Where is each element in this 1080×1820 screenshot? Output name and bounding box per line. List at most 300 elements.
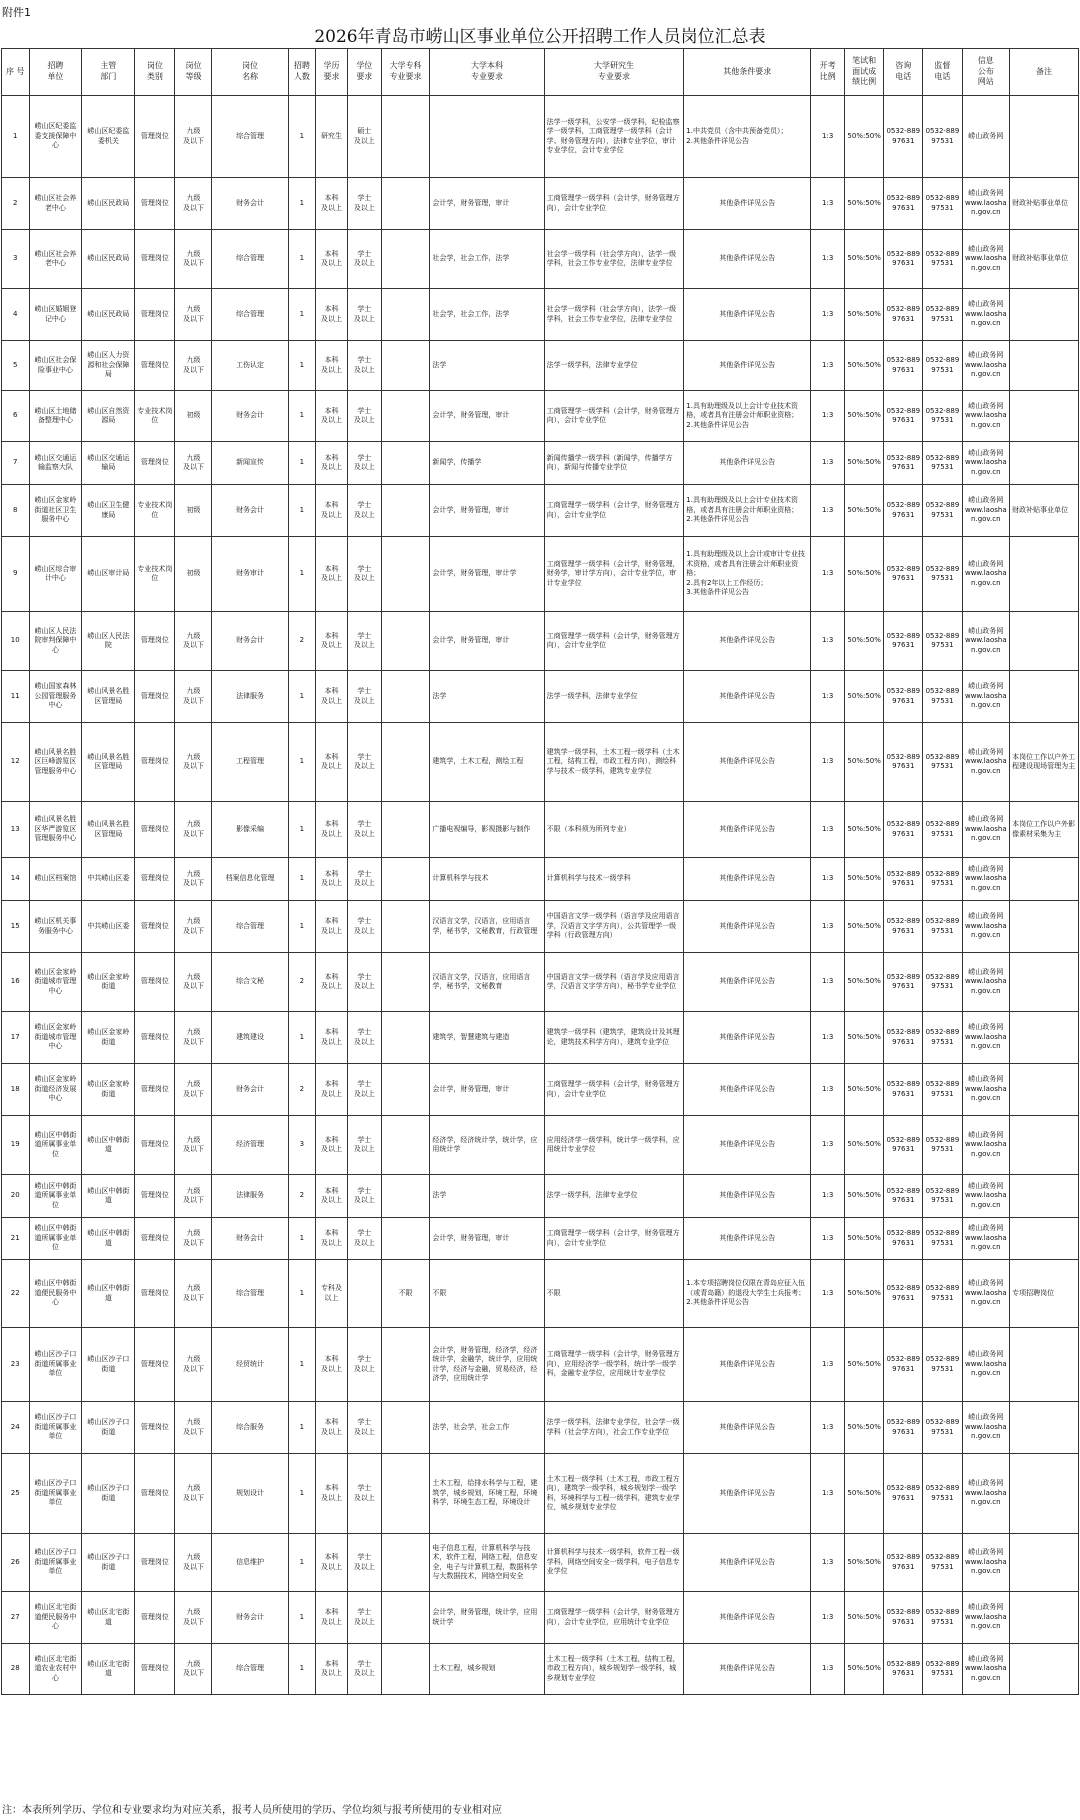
cell-degree: 学士 及以上 (347, 1402, 381, 1454)
cell-ratio: 1:3 (811, 289, 845, 341)
cell-degree: 学士 及以上 (347, 802, 381, 858)
cell-education: 本科 及以上 (316, 1402, 348, 1454)
cell-count: 1 (288, 1328, 316, 1402)
cell-education: 本科 及以上 (316, 901, 348, 953)
cell-remarks (1010, 1328, 1079, 1402)
cell-bachelor-major: 会计学，财务管理，审计 (430, 485, 544, 537)
cell-index: 16 (2, 953, 30, 1012)
cell-count: 1 (288, 341, 316, 391)
cell-supervise-phone: 0532-88997531 (923, 537, 962, 612)
cell-graduate-major: 工商管理学一级学科（会计学，财务管理方向），会计专业学位 (544, 1064, 684, 1116)
cell-post: 信息维护 (212, 1534, 288, 1592)
cell-education: 本科 及以上 (316, 671, 348, 723)
cell-college-major (381, 1644, 430, 1695)
cell-supervise-phone: 0532-88997531 (923, 723, 962, 802)
col-header-education: 学历 要求 (316, 49, 348, 96)
cell-score-ratio: 50%:50% (845, 953, 884, 1012)
cell-count: 1 (288, 671, 316, 723)
cell-department: 崂山区北宅街道 (82, 1644, 135, 1695)
cell-ratio: 1:3 (811, 1592, 845, 1644)
cell-unit: 崂山区北宅街道农业农村中心 (29, 1644, 82, 1695)
cell-consult-phone: 0532-88997631 (884, 1402, 923, 1454)
cell-department: 崂山风景名胜区管理局 (82, 802, 135, 858)
cell-department: 崂山区中韩街道 (82, 1175, 135, 1218)
cell-post: 综合管理 (212, 96, 288, 178)
cell-other: 其他条件详见公告 (684, 442, 811, 485)
cell-graduate-major: 工商管理学一级学科（会计学，财务管理方向），会计专业学位，应用统计专业学位 (544, 1592, 684, 1644)
cell-bachelor-major: 会计学，财务管理，统计学，应用统计学 (430, 1592, 544, 1644)
table-row (2, 1175, 1079, 1218)
table-row (2, 612, 1079, 671)
cell-degree: 学士 及以上 (347, 1328, 381, 1402)
cell-bachelor-major: 法学 (430, 671, 544, 723)
cell-consult-phone: 0532-88997631 (884, 178, 923, 230)
cell-count: 1 (288, 537, 316, 612)
cell-ratio: 1:3 (811, 1328, 845, 1402)
cell-post: 综合管理 (212, 901, 288, 953)
cell-unit: 崂山区综合审计中心 (29, 537, 82, 612)
cell-category: 管理岗位 (135, 671, 175, 723)
cell-count: 1 (288, 1012, 316, 1064)
cell-index: 27 (2, 1592, 30, 1644)
table-row (2, 671, 1079, 723)
cell-college-major (381, 1175, 430, 1218)
cell-education: 本科 及以上 (316, 442, 348, 485)
cell-education: 本科 及以上 (316, 1454, 348, 1534)
cell-graduate-major: 建筑学一级学科，土木工程一级学科（土木工程，结构工程，市政工程方向），测绘科学与技术一级学科，建筑专业学位 (544, 723, 684, 802)
cell-category: 管理岗位 (135, 1592, 175, 1644)
cell-category: 管理岗位 (135, 1218, 175, 1260)
cell-unit: 崂山区中韩街道所属事业单位 (29, 1175, 82, 1218)
cell-degree: 学士 及以上 (347, 1454, 381, 1534)
cell-consult-phone: 0532-88997631 (884, 1454, 923, 1534)
cell-remarks: 本岗位工作以户外影像素材采集为主 (1010, 802, 1079, 858)
cell-graduate-major: 工商管理学一级学科（会计学，财务管理方向），会计专业学位 (544, 178, 684, 230)
cell-bachelor-major: 会计学，财务管理，经济学，经济统计学，金融学，统计学，应用统计学，经济与金融，贸易经济，经济学，应用统计学 (430, 1328, 544, 1402)
cell-index: 4 (2, 289, 30, 341)
cell-unit: 崂山区沙子口街道所属事业单位 (29, 1454, 82, 1534)
table-row (2, 1534, 1079, 1592)
cell-consult-phone: 0532-88997631 (884, 230, 923, 289)
cell-other: 其他条件详见公告 (684, 858, 811, 901)
cell-education: 本科 及以上 (316, 1218, 348, 1260)
cell-supervise-phone: 0532-88997531 (923, 1064, 962, 1116)
cell-score-ratio: 50%:50% (845, 1644, 884, 1695)
cell-index: 20 (2, 1175, 30, 1218)
cell-graduate-major: 工商管理学一级学科（会计学，财务管理方向），应用经济学一级学科，统计学一级学科，金融专业学位，应用统计专业学位 (544, 1328, 684, 1402)
cell-score-ratio: 50%:50% (845, 391, 884, 442)
cell-degree: 学士 及以上 (347, 1012, 381, 1064)
cell-department: 崂山区民政局 (82, 178, 135, 230)
cell-graduate-major: 法学一级学科，公安学一级学科，纪检监察学一级学科，工商管理学一级学科（会计学、财务管理方向），法律专业学位，审计专业学位，会计专业学位 (544, 96, 684, 178)
cell-unit: 崂山区人民法院审判保障中心 (29, 612, 82, 671)
cell-remarks (1010, 1175, 1079, 1218)
cell-level: 九级 及以下 (175, 1534, 212, 1592)
cell-other: 其他条件详见公告 (684, 723, 811, 802)
cell-other: 其他条件详见公告 (684, 1534, 811, 1592)
cell-consult-phone: 0532-88997631 (884, 96, 923, 178)
cell-score-ratio: 50%:50% (845, 671, 884, 723)
cell-college-major (381, 671, 430, 723)
cell-consult-phone: 0532-88997631 (884, 442, 923, 485)
cell-education: 本科 及以上 (316, 723, 348, 802)
cell-department: 崂山区交通运输局 (82, 442, 135, 485)
cell-graduate-major: 土木工程一级学科（土木工程，结构工程，市政工程方向），城乡规划学一级学科，城乡规划专业学位 (544, 1644, 684, 1695)
cell-website: 崂山政务网 www.laoshan.gov.cn (962, 537, 1010, 612)
cell-remarks (1010, 858, 1079, 901)
cell-website: 崂山政务网 www.laoshan.gov.cn (962, 289, 1010, 341)
cell-ratio: 1:3 (811, 537, 845, 612)
cell-supervise-phone: 0532-88997531 (923, 485, 962, 537)
cell-count: 1 (288, 1534, 316, 1592)
cell-level: 九级 及以下 (175, 230, 212, 289)
cell-website: 崂山政务网 www.laoshan.gov.cn (962, 953, 1010, 1012)
cell-degree: 学士 及以上 (347, 1644, 381, 1695)
cell-category: 管理岗位 (135, 178, 175, 230)
cell-remarks (1010, 1116, 1079, 1175)
cell-department: 崂山区人民法院 (82, 612, 135, 671)
cell-unit: 崂山区沙子口街道所属事业单位 (29, 1328, 82, 1402)
cell-education: 本科 及以上 (316, 1116, 348, 1175)
cell-education: 本科 及以上 (316, 230, 348, 289)
cell-other: 其他条件详见公告 (684, 1644, 811, 1695)
cell-level: 九级 及以下 (175, 178, 212, 230)
cell-supervise-phone: 0532-88997531 (923, 858, 962, 901)
cell-graduate-major: 中国语言文学一级学科（语言学及应用语言学，汉语言文字学方向），秘书学专业学位 (544, 953, 684, 1012)
cell-score-ratio: 50%:50% (845, 341, 884, 391)
cell-unit: 崂山区交通运输监察大队 (29, 442, 82, 485)
cell-category: 管理岗位 (135, 723, 175, 802)
table-row (2, 341, 1079, 391)
cell-score-ratio: 50%:50% (845, 723, 884, 802)
cell-department: 崂山区人力资源和社会保障局 (82, 341, 135, 391)
table-row (2, 723, 1079, 802)
cell-count: 1 (288, 391, 316, 442)
cell-index: 3 (2, 230, 30, 289)
col-header-department: 主管 部门 (82, 49, 135, 96)
table-row (2, 1260, 1079, 1328)
cell-count: 3 (288, 1116, 316, 1175)
cell-college-major (381, 1592, 430, 1644)
cell-supervise-phone: 0532-88997531 (923, 1592, 962, 1644)
cell-other: 1.具有助理级及以上会计或审计专业技术资格，或者具有注册会计师职业资格； 2.具有2年以上工作经历； 3.其他条件详见公告 (684, 537, 811, 612)
cell-post: 综合管理 (212, 1644, 288, 1695)
cell-graduate-major: 社会学一级学科（社会学方向），法学一级学科，社会工作专业学位，法律专业学位 (544, 289, 684, 341)
cell-department: 崂山区金家岭街道 (82, 1064, 135, 1116)
cell-level: 九级 及以下 (175, 96, 212, 178)
table-row (2, 230, 1079, 289)
cell-bachelor-major: 会计学，财务管理，审计 (430, 612, 544, 671)
cell-index: 18 (2, 1064, 30, 1116)
cell-consult-phone: 0532-88997631 (884, 1260, 923, 1328)
cell-level: 九级 及以下 (175, 289, 212, 341)
cell-other: 其他条件详见公告 (684, 341, 811, 391)
cell-level: 九级 及以下 (175, 442, 212, 485)
cell-ratio: 1:3 (811, 901, 845, 953)
cell-index: 25 (2, 1454, 30, 1534)
cell-college-major (381, 723, 430, 802)
cell-bachelor-major: 汉语言文学，汉语言，应用语言学，秘书学，文秘教育，行政管理 (430, 901, 544, 953)
cell-college-major (381, 230, 430, 289)
cell-level: 九级 及以下 (175, 1116, 212, 1175)
cell-degree: 学士 及以上 (347, 1175, 381, 1218)
cell-supervise-phone: 0532-88997531 (923, 442, 962, 485)
cell-score-ratio: 50%:50% (845, 1534, 884, 1592)
cell-level: 九级 及以下 (175, 723, 212, 802)
cell-consult-phone: 0532-88997631 (884, 1175, 923, 1218)
cell-remarks: 财政补贴事业单位 (1010, 230, 1079, 289)
col-header-consult-phone: 咨询 电话 (884, 49, 923, 96)
cell-department: 崂山区卫生健康局 (82, 485, 135, 537)
cell-supervise-phone: 0532-88997531 (923, 1116, 962, 1175)
cell-level: 九级 及以下 (175, 1175, 212, 1218)
cell-supervise-phone: 0532-88997531 (923, 1175, 962, 1218)
cell-bachelor-major: 经济学，经济统计学，统计学，应用统计学 (430, 1116, 544, 1175)
cell-website: 崂山政务网 www.laoshan.gov.cn (962, 802, 1010, 858)
cell-bachelor-major: 电子信息工程，计算机科学与技术，软件工程，网络工程，信息安全，电子与计算机工程，数据科学与大数据技术，网络空间安全 (430, 1534, 544, 1592)
cell-consult-phone: 0532-88997631 (884, 858, 923, 901)
cell-graduate-major: 建筑学一级学科（建筑学，建筑设计及其理论，建筑技术科学方向），建筑专业学位 (544, 1012, 684, 1064)
cell-supervise-phone: 0532-88997531 (923, 953, 962, 1012)
cell-bachelor-major: 法学，社会学，社会工作 (430, 1402, 544, 1454)
cell-count: 1 (288, 858, 316, 901)
cell-other: 其他条件详见公告 (684, 1592, 811, 1644)
cell-count: 1 (288, 442, 316, 485)
cell-bachelor-major: 计算机科学与技术 (430, 858, 544, 901)
col-header-remarks: 备注 (1010, 49, 1079, 96)
cell-score-ratio: 50%:50% (845, 1012, 884, 1064)
cell-website: 崂山政务网 www.laoshan.gov.cn (962, 1644, 1010, 1695)
cell-remarks (1010, 1012, 1079, 1064)
cell-category: 管理岗位 (135, 858, 175, 901)
cell-website: 崂山政务网 www.laoshan.gov.cn (962, 1534, 1010, 1592)
cell-bachelor-major: 社会学，社会工作，法学 (430, 289, 544, 341)
cell-college-major (381, 953, 430, 1012)
cell-education: 本科 及以上 (316, 1328, 348, 1402)
cell-bachelor-major: 广播电视编导，影视摄影与制作 (430, 802, 544, 858)
cell-ratio: 1:3 (811, 1644, 845, 1695)
cell-remarks (1010, 671, 1079, 723)
cell-remarks (1010, 953, 1079, 1012)
cell-degree: 学士 及以上 (347, 391, 381, 442)
col-header-unit: 招聘 单位 (29, 49, 82, 96)
cell-count: 1 (288, 1454, 316, 1534)
cell-score-ratio: 50%:50% (845, 485, 884, 537)
table-row (2, 96, 1079, 178)
cell-remarks (1010, 1064, 1079, 1116)
cell-ratio: 1:3 (811, 671, 845, 723)
page-title: 2026年青岛市崂山区事业单位公开招聘工作人员岗位汇总表 (314, 27, 766, 47)
table-row (2, 1402, 1079, 1454)
cell-education: 专科及 以上 (316, 1260, 348, 1328)
cell-score-ratio: 50%:50% (845, 537, 884, 612)
cell-count: 1 (288, 96, 316, 178)
cell-consult-phone: 0532-88997631 (884, 341, 923, 391)
cell-score-ratio: 50%:50% (845, 1116, 884, 1175)
cell-education: 本科 及以上 (316, 953, 348, 1012)
cell-remarks (1010, 537, 1079, 612)
cell-score-ratio: 50%:50% (845, 612, 884, 671)
cell-other: 其他条件详见公告 (684, 901, 811, 953)
cell-education: 本科 及以上 (316, 802, 348, 858)
table-row (2, 1012, 1079, 1064)
table-header-row (2, 49, 1079, 96)
table-row (2, 1116, 1079, 1175)
table-row (2, 178, 1079, 230)
cell-post: 新闻宣传 (212, 442, 288, 485)
cell-ratio: 1:3 (811, 953, 845, 1012)
cell-college-major (381, 901, 430, 953)
cell-index: 12 (2, 723, 30, 802)
cell-other: 其他条件详见公告 (684, 1218, 811, 1260)
cell-score-ratio: 50%:50% (845, 1402, 884, 1454)
cell-college-major (381, 391, 430, 442)
cell-post: 影像采编 (212, 802, 288, 858)
cell-college-major: 不限 (381, 1260, 430, 1328)
cell-other: 其他条件详见公告 (684, 802, 811, 858)
cell-consult-phone: 0532-88997631 (884, 1592, 923, 1644)
cell-level: 九级 及以下 (175, 1402, 212, 1454)
cell-remarks (1010, 901, 1079, 953)
cell-level: 初级 (175, 485, 212, 537)
cell-website: 崂山政务网 www.laoshan.gov.cn (962, 1454, 1010, 1534)
cell-bachelor-major: 社会学，社会工作，法学 (430, 230, 544, 289)
cell-graduate-major: 法学一级学科，法律专业学位，社会学一级学科（社会学方向），社会工作专业学位 (544, 1402, 684, 1454)
cell-score-ratio: 50%:50% (845, 858, 884, 901)
cell-remarks (1010, 612, 1079, 671)
cell-college-major (381, 442, 430, 485)
cell-ratio: 1:3 (811, 178, 845, 230)
cell-education: 本科 及以上 (316, 537, 348, 612)
cell-score-ratio: 50%:50% (845, 1064, 884, 1116)
table-row (2, 1644, 1079, 1695)
cell-degree: 学士 及以上 (347, 230, 381, 289)
cell-count: 1 (288, 1218, 316, 1260)
cell-graduate-major: 不限（本科须为所列专业） (544, 802, 684, 858)
cell-degree: 学士 及以上 (347, 901, 381, 953)
cell-college-major (381, 858, 430, 901)
cell-unit: 崂山区社会养老中心 (29, 178, 82, 230)
cell-website: 崂山政务网 www.laoshan.gov.cn (962, 1175, 1010, 1218)
cell-education: 研究生 (316, 96, 348, 178)
cell-index: 15 (2, 901, 30, 953)
cell-graduate-major: 法学一级学科，法律专业学位 (544, 341, 684, 391)
cell-department: 崂山区纪委监委机关 (82, 96, 135, 178)
cell-education: 本科 及以上 (316, 1592, 348, 1644)
cell-score-ratio: 50%:50% (845, 901, 884, 953)
cell-ratio: 1:3 (811, 230, 845, 289)
cell-consult-phone: 0532-88997631 (884, 1012, 923, 1064)
cell-consult-phone: 0532-88997631 (884, 1064, 923, 1116)
col-header-supervise-phone: 监督 电话 (923, 49, 962, 96)
cell-website: 崂山政务网 www.laoshan.gov.cn (962, 230, 1010, 289)
cell-unit: 崂山区金家岭街道城市管理中心 (29, 953, 82, 1012)
cell-consult-phone: 0532-88997631 (884, 289, 923, 341)
cell-college-major (381, 612, 430, 671)
cell-graduate-major: 计算机科学与技术一级学科 (544, 858, 684, 901)
cell-post: 财务会计 (212, 178, 288, 230)
cell-bachelor-major: 不限 (430, 1260, 544, 1328)
cell-category: 管理岗位 (135, 1064, 175, 1116)
cell-website: 崂山政务网 www.laoshan.gov.cn (962, 1116, 1010, 1175)
cell-website: 崂山政务网 www.laoshan.gov.cn (962, 442, 1010, 485)
cell-category: 管理岗位 (135, 1644, 175, 1695)
cell-count: 1 (288, 1260, 316, 1328)
cell-unit: 崂山区北宅街道便民服务中心 (29, 1592, 82, 1644)
cell-score-ratio: 50%:50% (845, 802, 884, 858)
cell-ratio: 1:3 (811, 723, 845, 802)
cell-ratio: 1:3 (811, 802, 845, 858)
cell-consult-phone: 0532-88997631 (884, 612, 923, 671)
cell-bachelor-major: 会计学，财务管理，审计 (430, 1064, 544, 1116)
cell-degree: 学士 及以上 (347, 537, 381, 612)
cell-unit: 崂山区中韩街道所属事业单位 (29, 1116, 82, 1175)
cell-bachelor-major: 土木工程，城乡规划 (430, 1644, 544, 1695)
cell-college-major (381, 1012, 430, 1064)
cell-index: 19 (2, 1116, 30, 1175)
footnote: 注：本表所列学历、学位和专业要求均为对应关系，报考人员所使用的学历、学位均须与报考所使用的专业相对应 (2, 1805, 502, 1816)
cell-category: 管理岗位 (135, 230, 175, 289)
cell-remarks (1010, 1218, 1079, 1260)
cell-remarks (1010, 96, 1079, 178)
cell-college-major (381, 1454, 430, 1534)
cell-post: 财务会计 (212, 1592, 288, 1644)
cell-bachelor-major (430, 96, 544, 178)
cell-category: 管理岗位 (135, 341, 175, 391)
col-header-website: 信息 公布 网站 (962, 49, 1010, 96)
cell-unit: 崂山区社会保险事业中心 (29, 341, 82, 391)
table-row (2, 858, 1079, 901)
table-row (2, 537, 1079, 612)
cell-remarks (1010, 341, 1079, 391)
cell-degree: 学士 及以上 (347, 485, 381, 537)
cell-index: 28 (2, 1644, 30, 1695)
cell-graduate-major: 工商管理学一级学科（会计学，财务管理，财务学，审计学方向），会计专业学位，审计专业学位 (544, 537, 684, 612)
cell-level: 九级 及以下 (175, 1260, 212, 1328)
cell-ratio: 1:3 (811, 1116, 845, 1175)
cell-graduate-major: 中国语言文学一级学科（语言学及应用语言学，汉语言文字学方向），公共管理学一级学科（行政管理方向） (544, 901, 684, 953)
cell-unit: 崂山区金家岭街道经济发展中心 (29, 1064, 82, 1116)
cell-unit: 崂山区机关事务服务中心 (29, 901, 82, 953)
col-header-level: 岗位 等级 (175, 49, 212, 96)
cell-college-major (381, 341, 430, 391)
cell-count: 1 (288, 802, 316, 858)
cell-bachelor-major: 法学 (430, 1175, 544, 1218)
cell-bachelor-major: 汉语言文学，汉语言，应用语言学，秘书学，文秘教育 (430, 953, 544, 1012)
cell-website: 崂山政务网 www.laoshan.gov.cn (962, 1592, 1010, 1644)
cell-score-ratio: 50%:50% (845, 1328, 884, 1402)
cell-education: 本科 及以上 (316, 858, 348, 901)
cell-education: 本科 及以上 (316, 612, 348, 671)
cell-college-major (381, 485, 430, 537)
cell-ratio: 1:3 (811, 1454, 845, 1534)
table-row (2, 1592, 1079, 1644)
cell-post: 财务会计 (212, 612, 288, 671)
cell-bachelor-major: 新闻学，传播学 (430, 442, 544, 485)
cell-post: 经济管理 (212, 1116, 288, 1175)
cell-department: 崂山风景名胜区管理局 (82, 723, 135, 802)
cell-college-major (381, 1402, 430, 1454)
cell-consult-phone: 0532-88997631 (884, 537, 923, 612)
cell-consult-phone: 0532-88997631 (884, 802, 923, 858)
cell-department: 崂山区民政局 (82, 230, 135, 289)
cell-unit: 崂山风景名胜区华严游览区管理服务中心 (29, 802, 82, 858)
cell-supervise-phone: 0532-88997531 (923, 802, 962, 858)
cell-category: 管理岗位 (135, 802, 175, 858)
cell-supervise-phone: 0532-88997531 (923, 1534, 962, 1592)
cell-bachelor-major: 会计学，财务管理，审计 (430, 391, 544, 442)
cell-department: 崂山区审计局 (82, 537, 135, 612)
